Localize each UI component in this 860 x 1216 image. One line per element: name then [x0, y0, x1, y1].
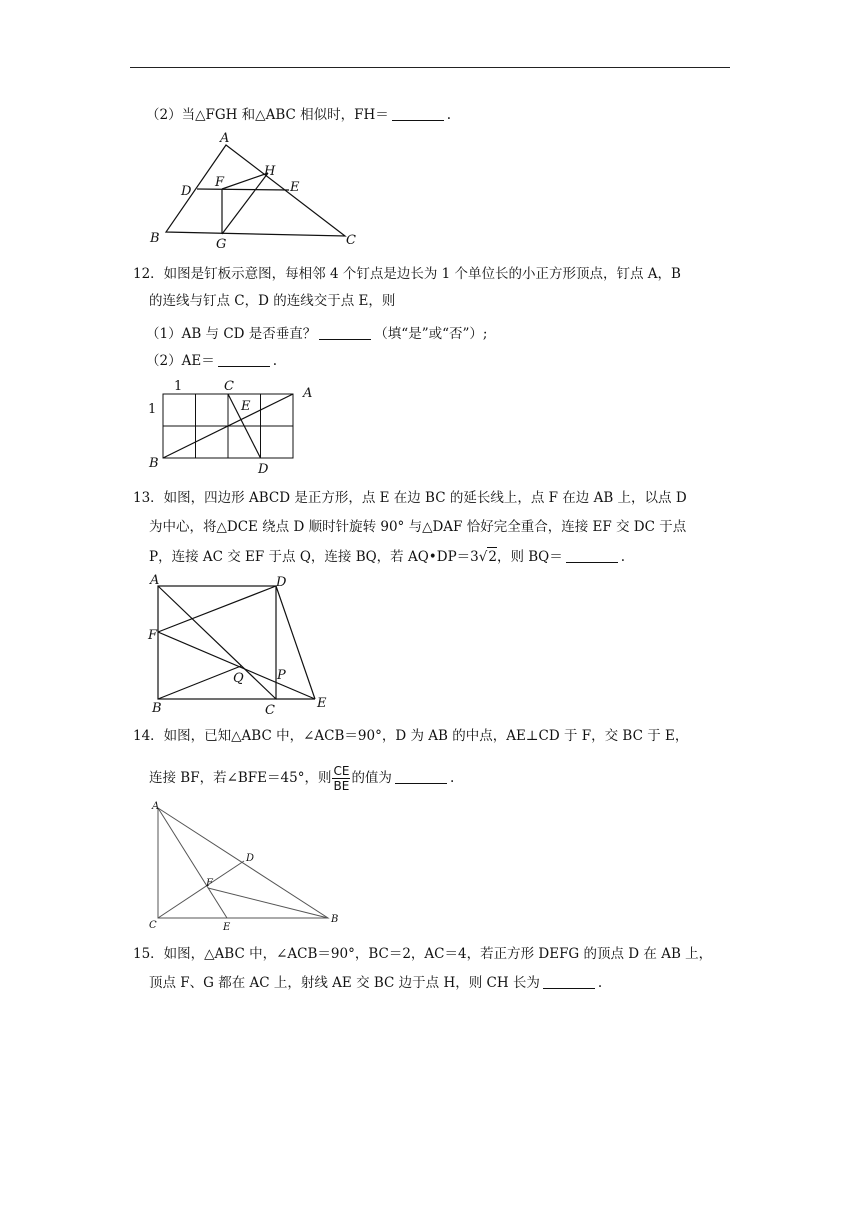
label-d: D	[276, 575, 287, 590]
label-a: A	[152, 801, 160, 812]
label-b: B	[152, 701, 162, 714]
label-a: A	[303, 386, 313, 401]
problem-15-line-1: 15．如图，△ABC 中，∠ACB＝90°，BC＝2，AC＝4，若正方形 DEFG 的顶点 D 在 AB 上，	[133, 946, 713, 962]
answer-blank	[218, 353, 270, 367]
label-g: G	[216, 237, 227, 250]
label-b: B	[331, 914, 339, 925]
label-b: B	[150, 231, 160, 246]
label-d: D	[258, 462, 269, 477]
figure-11-triangle	[140, 128, 380, 250]
problem-11-part-2: （2）当△FGH 和△ABC 相似时，FH＝ .	[146, 107, 452, 123]
segment-bq	[158, 666, 241, 699]
segment-de	[197, 189, 289, 190]
problem-14-line-1: 14．如图，已知△ABC 中，∠ACB＝90°，D 为 AB 的中点，AE⊥CD 于 F，交 BC 于 E，	[133, 728, 689, 744]
label-a: A	[220, 131, 230, 146]
figure-14-right-triangle	[140, 798, 350, 933]
problem-12-line-1: 12．如图是钉板示意图，每相邻 4 个钉点是边长为 1 个单位长的小正方形顶点，钉点 A，B	[133, 266, 681, 282]
label-a: A	[150, 573, 160, 588]
segment-cd	[158, 861, 244, 918]
label-p: P	[277, 668, 286, 683]
label-d: D	[181, 184, 192, 199]
problem-14-line-2: 连接 BF，若∠BFE＝45°，则 $\frac{CE}{BE}$ 的值为 .	[149, 764, 455, 793]
label-e: E	[223, 922, 231, 933]
header-rule	[130, 67, 730, 68]
segment-ac	[158, 586, 276, 699]
problem-13-line-1: 13．如图，四边形 ABCD 是正方形，点 E 在边 BC 的延长线上，点 F 在边 AB 上，以点 D	[133, 490, 687, 506]
label-q: Q	[233, 671, 244, 686]
problem-12-line-2: 的连线与钉点 C，D 的连线交于点 E，则	[149, 293, 396, 309]
label-unit-top: 1	[174, 379, 183, 394]
segment-fe	[158, 632, 315, 699]
segment-fd	[158, 586, 276, 632]
label-f: F	[148, 628, 158, 643]
answer-blank	[395, 770, 447, 784]
problem-13-line-3: P，连接 AC 交 EF 于点 Q，连接 BQ，若 AQ•DP＝3√2，则 BQ＝ .	[149, 549, 626, 565]
label-b: B	[149, 456, 159, 471]
sqrt-symbol: √	[478, 549, 488, 565]
label-c: C	[149, 920, 157, 931]
segment-gh	[222, 173, 268, 234]
segment-fb	[208, 888, 328, 918]
segment-fh	[222, 173, 268, 189]
fraction-ce-be: $\frac{CE}{BE}$	[333, 764, 350, 793]
figure-13-square	[140, 572, 340, 714]
label-f: F	[215, 175, 225, 190]
label-e: E	[290, 180, 300, 195]
problem-13-line-2: 为中心，将△DCE 绕点 D 顺时针旋转 90° 与△DAF 恰好完全重合，连接 EF 交 DC 于点	[149, 519, 687, 535]
figure-12-nail-board	[140, 372, 330, 477]
label-e: E	[241, 399, 251, 414]
problem-12-question-1: （1）AB 与 CD 是否垂直？ （填“是”或“否”）;	[146, 326, 488, 342]
answer-blank	[319, 326, 371, 340]
segment-ae	[158, 808, 227, 918]
problem-12-question-2: （2）AE＝ .	[146, 353, 277, 369]
label-d: D	[246, 853, 255, 864]
answer-blank	[566, 549, 618, 563]
label-h: H	[264, 164, 276, 179]
answer-blank	[543, 975, 595, 989]
label-e: E	[317, 696, 327, 711]
label-unit-left: 1	[148, 402, 157, 417]
label-c: C	[265, 703, 275, 714]
problem-15-line-2: 顶点 F、G 都在 AC 上，射线 AE 交 BC 边于点 H，则 CH 长为 .	[149, 975, 603, 991]
label-c: C	[346, 233, 356, 248]
label-c: C	[224, 379, 234, 394]
label-f: F	[206, 878, 213, 889]
answer-blank	[392, 107, 444, 121]
